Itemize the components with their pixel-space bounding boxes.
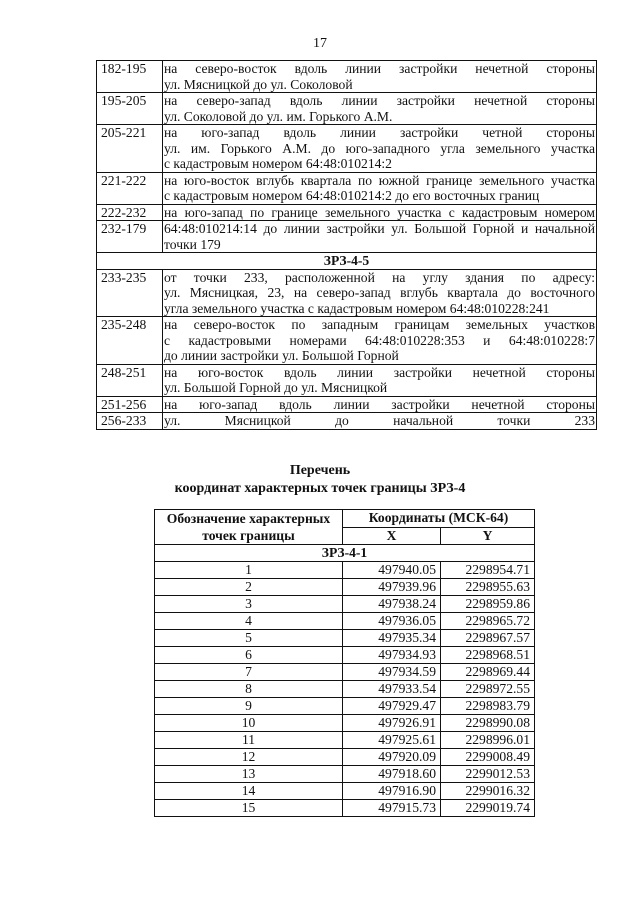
point-number: 2 [155,579,343,596]
segment-code: 195-205 [97,93,163,125]
description-line: на юго-запад вдоль линии застройки нечетной стороны [164,396,595,412]
description-line: на юго-восток вдоль линии застройки нечетной стороны [164,364,595,380]
point-number: 10 [155,715,343,732]
segment-code: 235-248 [97,317,163,365]
table-row [97,221,597,253]
description-line: с кадастровым номером 64:48:010214:2 до его восточных границ [164,188,540,203]
table-row [155,783,535,800]
point-number: 11 [155,732,343,749]
y-header: Y [441,527,535,545]
segment-description [163,61,597,93]
x-coordinate: 497933.54 [343,681,441,698]
coordinates-header: Координаты (МСК-64) [343,510,535,528]
segment-code: 256-233 [97,413,163,430]
y-coordinate: 2298965.72 [441,613,535,630]
description-line: ул. Большой Горной до ул. Мясницкой [164,380,388,395]
x-coordinate: 497939.96 [343,579,441,596]
x-coordinate: 497934.59 [343,664,441,681]
point-number: 9 [155,698,343,715]
header-col1-line1: Обозначение характерных [166,511,331,526]
point-designation-header [155,510,343,545]
x-coordinate: 497918.60 [343,766,441,783]
segment-code: 233-235 [97,269,163,317]
table-row [97,317,597,365]
table-row [155,800,535,817]
description-line: на юго-запад по границе земельного участка с кадастровым номером [164,204,595,220]
coordinates-table [154,509,535,817]
y-coordinate: 2298959.86 [441,596,535,613]
point-number: 1 [155,562,343,579]
segment-code: 222-232 [97,204,163,221]
segment-description [163,221,597,253]
description-line: ул. Мясницкой до начальной точки 233 [164,413,595,428]
segment-description [163,204,597,221]
x-coordinate: 497920.09 [343,749,441,766]
page-number: 17 [313,36,327,51]
table-row [155,579,535,596]
description-line: на северо-восток по западным границам земельных участков [164,317,595,332]
description-line: на северо-восток вдоль линии застройки нечетной стороны [164,61,595,76]
y-coordinate: 2298972.55 [441,681,535,698]
y-coordinate: 2299008.49 [441,749,535,766]
table-row [97,125,597,173]
section-label: ЗРЗ-4-5 [97,253,597,270]
x-coordinate: 497935.34 [343,630,441,647]
table-row [155,715,535,732]
y-coordinate: 2298968.51 [441,647,535,664]
description-line: с кадастровыми номерами 64:48:010228:353 и 64:48:010228:7 [164,332,595,348]
y-coordinate: 2299019.74 [441,800,535,817]
x-coordinate: 497929.47 [343,698,441,715]
y-coordinate: 2298983.79 [441,698,535,715]
segment-description [163,172,597,204]
y-coordinate: 2298967.57 [441,630,535,647]
x-coordinate: 497926.91 [343,715,441,732]
table-row [97,93,597,125]
point-number: 12 [155,749,343,766]
segment-description [163,269,597,317]
table-row [97,413,597,430]
description-line: с кадастровым номером 64:48:010214:2 [164,156,392,171]
point-number: 3 [155,596,343,613]
segment-code: 182-195 [97,61,163,93]
table-row [97,269,597,317]
list-title-line2: координат характерных точек границы ЗРЗ-4 [174,481,466,496]
point-number: 7 [155,664,343,681]
segment-code: 232-179 [97,221,163,253]
description-line: до линии застройки ул. Большой Горной [164,348,399,363]
x-coordinate: 497938.24 [343,596,441,613]
description-line: ул. Мясницкая, 23, на северо-запад вглубь квартала до восточного [164,285,595,300]
header-col1-line2: точек границы [202,528,295,543]
coords-section-label: ЗРЗ-4-1 [155,545,535,562]
y-coordinate: 2298955.63 [441,579,535,596]
description-line: точки 179 [164,236,221,252]
description-line: ул. Мясницкой до ул. Соколовой [164,76,353,92]
point-number: 6 [155,647,343,664]
table-row [97,172,597,204]
y-coordinate: 2298954.71 [441,562,535,579]
table-row [155,596,535,613]
point-number: 8 [155,681,343,698]
point-number: 15 [155,800,343,817]
point-number: 14 [155,783,343,800]
description-line: ул. Соколовой до ул. им. Горького А.М. [164,108,393,124]
point-number: 4 [155,613,343,630]
segment-description [163,125,597,173]
description-line: от точки 233, расположенной на углу здания по адресу: [164,269,595,285]
table-row [155,732,535,749]
table-row [155,613,535,630]
table-row [155,664,535,681]
y-coordinate: 2298990.08 [441,715,535,732]
table-row [155,698,535,715]
x-coordinate: 497936.05 [343,613,441,630]
description-line: 64:48:010214:14 до линии застройки ул. Большой Горной и начальной [164,221,595,236]
boundary-description-table [96,60,597,430]
table-row [155,681,535,698]
point-number: 13 [155,766,343,783]
description-line: на северо-запад вдоль линии застройки нечетной стороны [164,93,595,108]
segment-code: 251-256 [97,396,163,413]
x-coordinate: 497915.73 [343,800,441,817]
table-row [155,766,535,783]
y-coordinate: 2299012.53 [441,766,535,783]
segment-code: 221-222 [97,172,163,204]
x-header: X [343,527,441,545]
section-row [97,253,597,270]
segment-description [163,93,597,125]
table-row [155,630,535,647]
segment-description [163,413,597,430]
point-number: 5 [155,630,343,647]
segment-code: 205-221 [97,125,163,173]
segment-code: 248-251 [97,364,163,396]
table-row [155,647,535,664]
description-line: угла земельного участка с кадастровым номером 64:48:010228:241 [164,300,550,316]
segment-description [163,364,597,396]
description-line: на юго-восток вглубь квартала по южной границе земельного участка [164,172,595,188]
x-coordinate: 497940.05 [343,562,441,579]
coordinates-list-title [0,462,640,498]
y-coordinate: 2298969.44 [441,664,535,681]
table-row [155,749,535,766]
x-coordinate: 497925.61 [343,732,441,749]
table-row [97,204,597,221]
description-line: на юго-запад вдоль линии застройки четной стороны [164,125,595,140]
list-title-line1: Перечень [289,463,351,478]
y-coordinate: 2298996.01 [441,732,535,749]
y-coordinate: 2299016.32 [441,783,535,800]
description-line: ул. им. Горького А.М. до юго-западного угла земельного участка [164,140,595,156]
table-row [155,562,535,579]
table-row [97,61,597,93]
table-row [97,396,597,413]
x-coordinate: 497934.93 [343,647,441,664]
segment-description [163,396,597,413]
x-coordinate: 497916.90 [343,783,441,800]
segment-description [163,317,597,365]
table-row [97,364,597,396]
